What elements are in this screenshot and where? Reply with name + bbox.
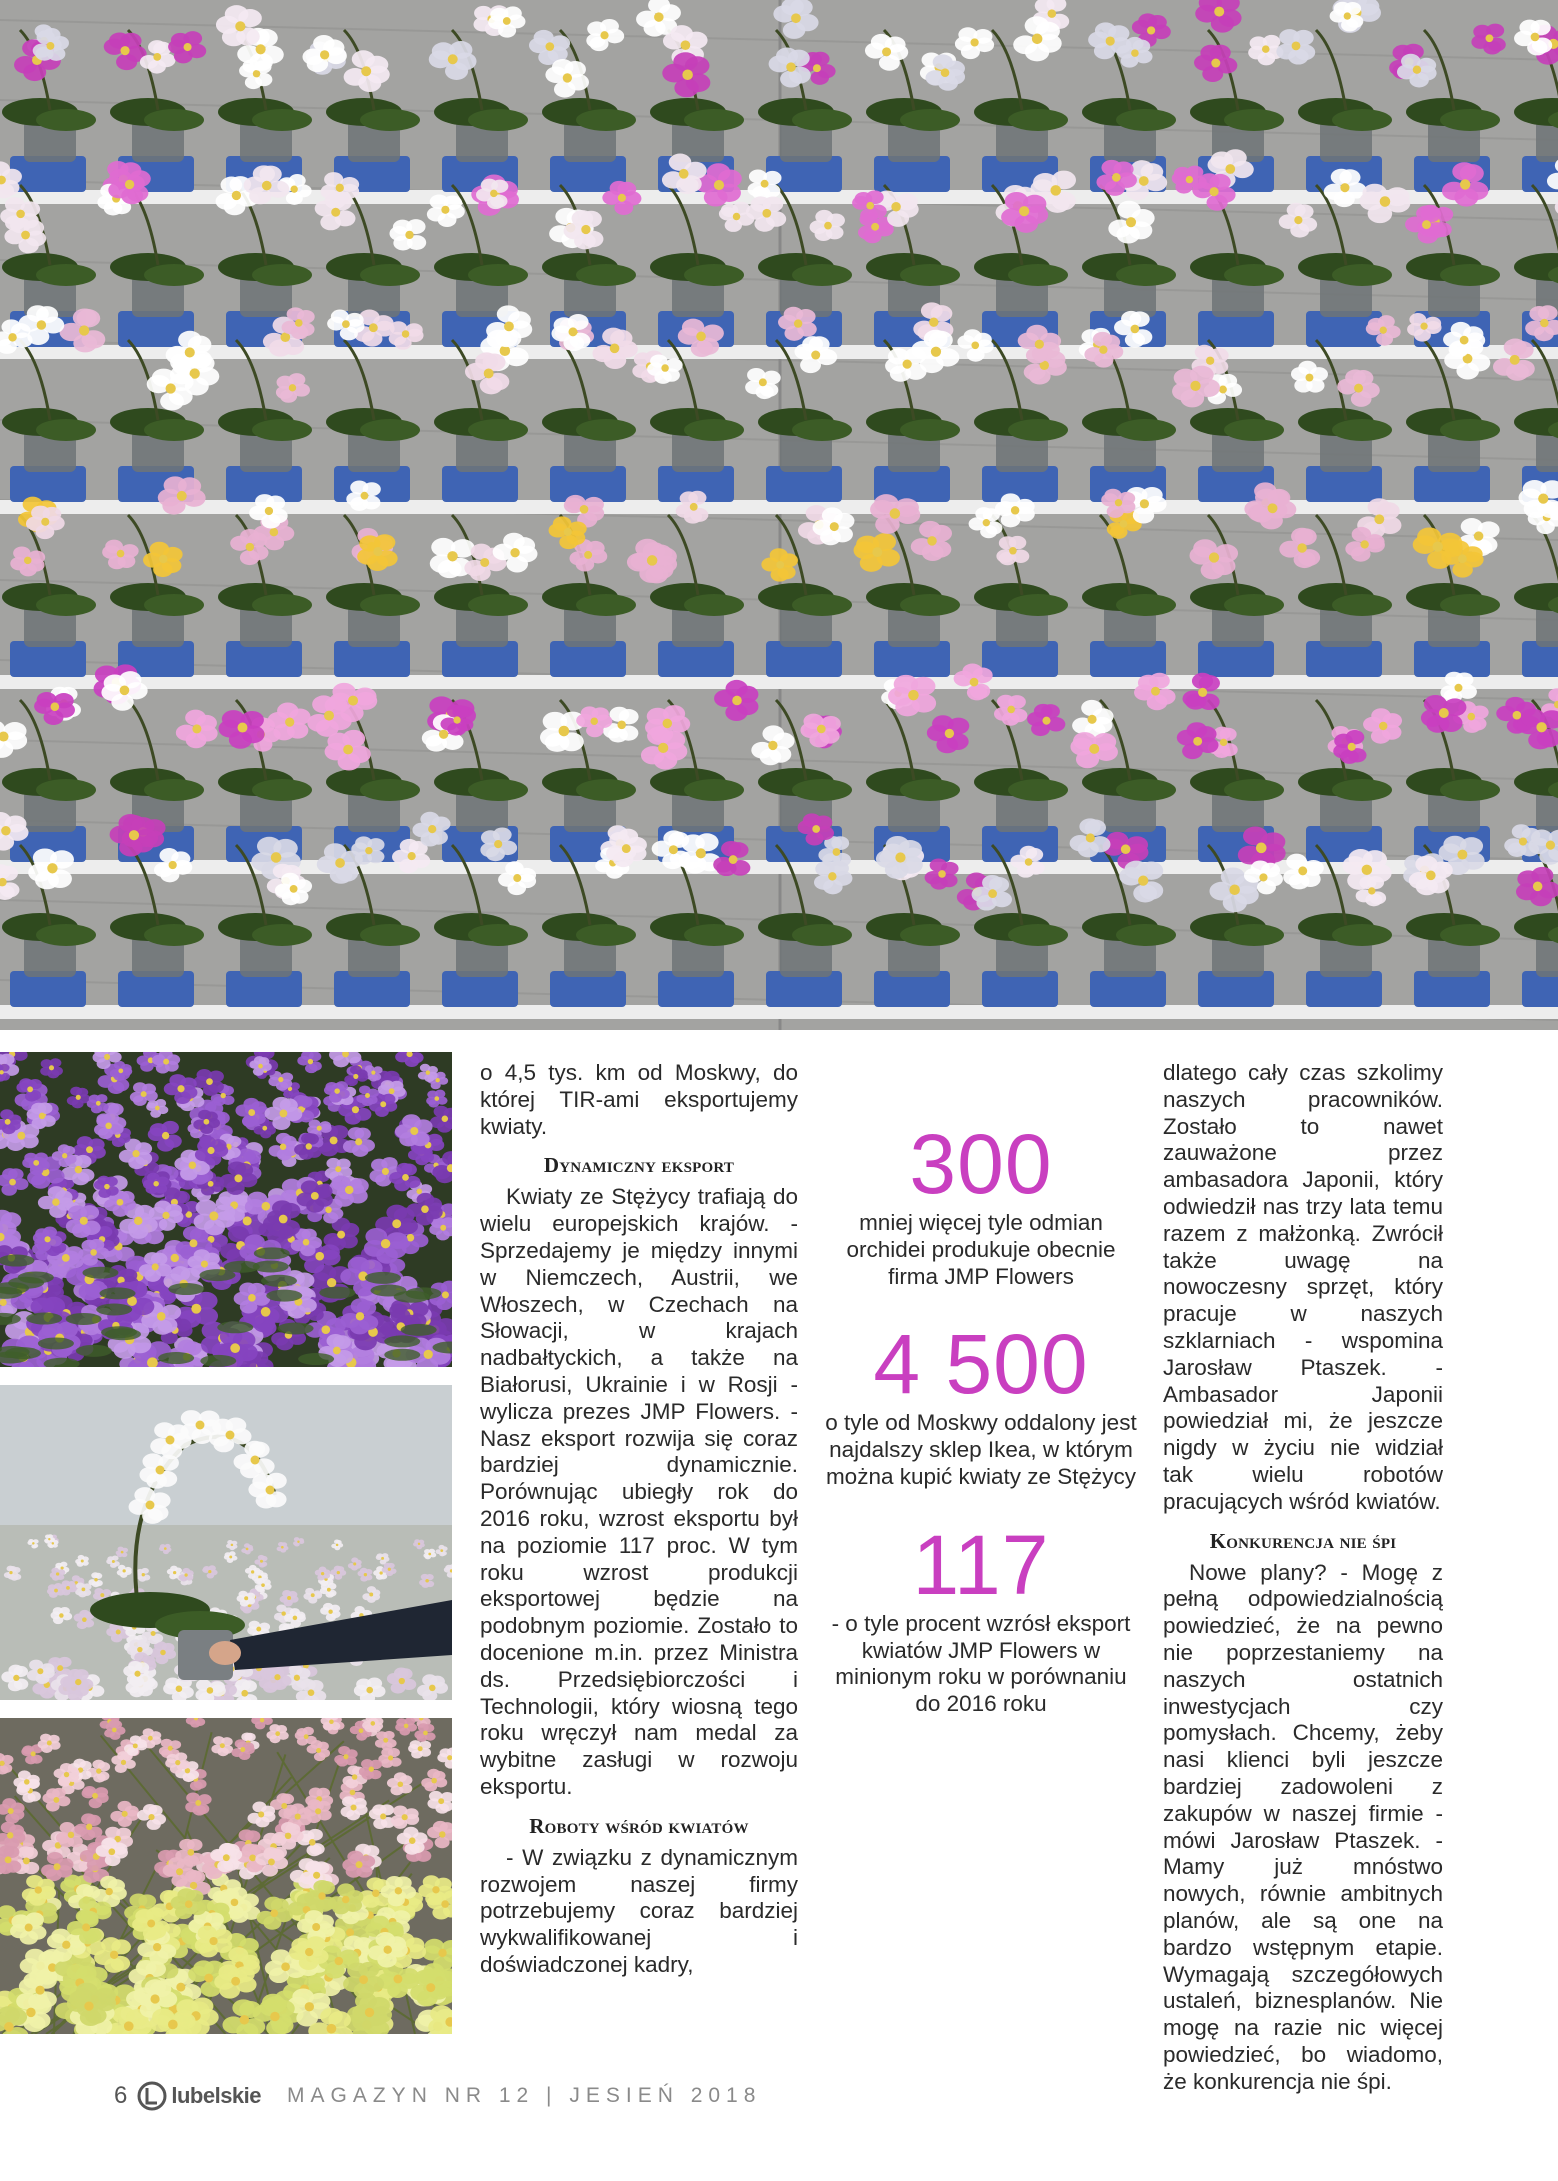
hero-photo-orchid-shelves: [0, 0, 1558, 1030]
article-intro-text: o 4,5 tys. km od Moskwy, do której TIR-ami eksportujemy kwiaty.: [480, 1060, 798, 1139]
page-footer: [114, 2076, 761, 2116]
stat-number: 300: [909, 1117, 1053, 1211]
stat-caption: mniej więcej tyle odmian orchidei produkuje obecnie firma JMP Flowers: [846, 1210, 1116, 1289]
hero-photo-art: [0, 0, 1558, 1030]
photo-pink-yellow-art: [0, 1718, 452, 2034]
stats-column: [820, 1060, 1142, 1718]
stat-caption: - o tyle procent wzrósł eksport kwiatów JMP Flowers w minionym roku w porównaniu do 2016 roku: [831, 1610, 1131, 1717]
stat-caption: o tyle od Moskwy oddalony jest najdalszy sklep Ikea, w którym można kupić kwiaty ze Stężycy: [825, 1410, 1137, 1489]
stat-block: [820, 1318, 1142, 1490]
article-column-3: [1163, 1060, 1443, 2095]
article-paragraph: - W związku z dynamicznym rozwojem naszej firmy potrzebujemy coraz bardziej wykwalifikowanej i doświadczonej kadry,: [480, 1844, 798, 1977]
lubelskie-logo: [137, 2081, 261, 2111]
stat-number: 4 500: [873, 1317, 1089, 1412]
magazine-issue: MAGAZYN NR 12 | JESIEŃ 2018: [287, 2084, 762, 2107]
article-paragraph: dlatego cały czas szkolimy naszych pracowników. Zostało to nawet zauważone przez ambasadora Japonii, który odwiedził nas trzy lata temu razem z małżonką. Zwrócił także uwagę na nowoczesny sprzęt, który pracuje w naszych szklarniach - wspomina Jarosław Ptaszek. - Ambasador Japonii powiedział mi, że jeszcze nigdy w życiu nie widział tak wielu robotów pracujących wśród kwiatów.: [1163, 1060, 1443, 1514]
page-number: 6: [114, 2082, 128, 2109]
stat-block: [820, 1519, 1142, 1718]
photo-purple-orchids-art: [0, 1052, 452, 1367]
article-paragraph: Kwiaty ze Stężycy trafiają do wielu europejskich krajów. - Sprzedajemy je między innymi w Niemczech, Austrii, we Włoszech, w Czechach na Słowacji, w krajach nadbałtyckich, a także na Białorusi, Ukrainie i w Rosji - wylicza prezes JMP Flowers. - Nasz eksport rozwija się coraz bardziej dynamicznie. Porównując ubiegły rok do 2016 roku, wzrost eksportu był na poziomie 117 proc. W tym roku wzrost produkcji eksportowej będzie na podobnym poziomie. Zostało to docenione m.in. przez Ministra ds. Przedsiębiorczości i Technologii, który wiosną tego roku wręczył nam medal za wybitne zasługi w rozwoju eksportu.: [480, 1184, 798, 1799]
article-column-1: [480, 1060, 798, 1979]
section-heading-competition: Konkurencja nie śpi: [1209, 1528, 1397, 1553]
photo-hand-orchid-art: [0, 1385, 452, 1700]
section-heading-dynamic-export: Dynamiczny eksport: [543, 1153, 735, 1178]
stat-number: 117: [912, 1517, 1050, 1612]
photo-purple-orchids-field: [0, 1052, 452, 1367]
logo-icon: [137, 2081, 167, 2111]
photo-pink-yellow-orchids: [0, 1718, 452, 2034]
photo-hand-holding-orchid: [0, 1385, 452, 1700]
logo-text: lubelskie: [171, 2083, 262, 2108]
stat-block: [820, 1118, 1142, 1290]
section-heading-robots: Roboty wśród kwiatów: [529, 1813, 749, 1838]
article-paragraph: Nowe plany? - Mogę z pełną odpowiedzialnością powiedzieć, że na pewno nie poprzestaniemy na naszych ostatnich inwestycjach czy pomysłach. Chcemy, żeby nasi klienci byli jeszcze bardziej zadowoleni z zakupów w naszej firmie - mówi Jarosław Ptaszek. - Mamy już mnóstwo nowych, równie ambitnych planów, ale są one na bardzo wstępnym etapie. Wymagają szczegółowych ustaleń, biznesplanów. Nie mogę na razie nic więcej powiedzieć, bo wiadomo, że konkurencja nie śpi.: [1163, 1559, 1443, 2094]
